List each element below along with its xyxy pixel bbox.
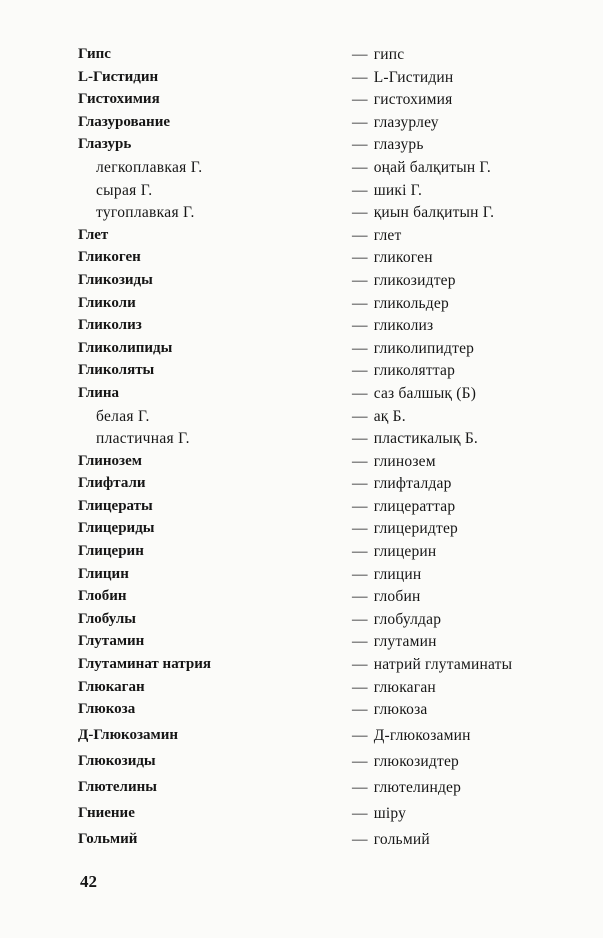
entry-row <box>0 247 603 270</box>
translation <box>352 136 424 154</box>
subterm-text: пластичная Г. <box>96 430 190 448</box>
entry-row <box>0 89 603 112</box>
translation-text: гольмий <box>373 831 430 849</box>
translation-text: глицерин <box>373 543 437 561</box>
translation-text: глицераттар <box>373 497 456 515</box>
entry-row <box>0 202 603 225</box>
entry-row <box>0 360 603 383</box>
entry-row <box>0 157 603 180</box>
entry-row <box>0 451 603 474</box>
translation <box>352 831 430 849</box>
term-text: Глет <box>78 226 109 243</box>
term-text: Гликоляты <box>78 362 155 379</box>
entry-row <box>0 270 603 293</box>
entry-row <box>0 428 603 451</box>
entry-row <box>0 564 603 587</box>
em-dash: — <box>352 46 368 63</box>
translation <box>352 408 406 426</box>
em-dash: — <box>352 678 368 696</box>
translation <box>352 46 404 64</box>
em-dash: — <box>352 656 368 674</box>
term-text: Глифтали <box>78 475 146 492</box>
term-text: Глазурование <box>78 113 170 130</box>
term-text: Гликоли <box>78 294 136 311</box>
em-dash: — <box>352 565 368 583</box>
translation-text: глазурлеу <box>373 113 439 131</box>
translation <box>352 317 433 335</box>
translation <box>352 453 436 471</box>
translation <box>352 679 436 697</box>
entry-row <box>0 496 603 519</box>
em-dash: — <box>352 181 368 199</box>
term-text: Гистохимия <box>78 91 160 108</box>
translation-text: глифталдар <box>373 475 452 493</box>
entry-row <box>0 315 603 338</box>
translation-text: ақ Б. <box>373 407 406 425</box>
translation-text: пластикалық Б. <box>373 430 479 448</box>
term-text: Глицерин <box>78 543 144 560</box>
term-text: Глазурь <box>78 136 132 153</box>
translation-text: Д-глюкозамин <box>373 727 471 745</box>
translation-text: гликоляттар <box>373 362 456 380</box>
em-dash: — <box>352 543 368 561</box>
translation-text: шіру <box>373 805 407 823</box>
translation-text: глюкоза <box>373 701 428 719</box>
translation-text: гликольдер <box>373 294 449 312</box>
translation <box>352 159 491 177</box>
translation <box>352 656 512 674</box>
translation-text: глет <box>373 226 402 244</box>
term-text: Глюкаган <box>78 678 145 695</box>
translation <box>352 385 476 403</box>
term-text: Глутаминат натрия <box>78 656 211 673</box>
entry-row <box>0 134 603 157</box>
translation <box>352 805 406 823</box>
entry-row <box>0 180 603 203</box>
translation-text: глюкозидтер <box>373 753 459 771</box>
translation-text: саз балшық (Б) <box>373 384 477 402</box>
term-text: Глина <box>78 384 120 401</box>
term-text: Глобин <box>78 588 127 605</box>
em-dash: — <box>352 136 368 154</box>
translation-text: натрий глутаминаты <box>373 656 513 674</box>
term-text: Д-Глюкозамин <box>78 727 179 744</box>
em-dash: — <box>352 753 368 771</box>
entry-row <box>0 293 603 316</box>
page-number: 42 <box>80 872 97 891</box>
translation-text: гипс <box>373 46 405 63</box>
translation-text: глицин <box>373 565 422 583</box>
translation-text: глобин <box>373 588 421 606</box>
em-dash: — <box>352 610 368 628</box>
translation <box>352 227 401 245</box>
translation <box>352 362 455 380</box>
entry-row <box>0 541 603 564</box>
translation-text: глицеридтер <box>373 520 459 538</box>
translation <box>352 566 421 584</box>
translation-text: гликолиз <box>373 317 434 335</box>
term-text: Гликолиз <box>78 317 142 334</box>
translation <box>352 340 474 358</box>
em-dash: — <box>352 271 368 289</box>
translation-text: қиын балқитын Г. <box>373 204 495 222</box>
translation-text: L-Гистидин <box>373 68 454 86</box>
em-dash: — <box>352 226 368 244</box>
entry-row <box>0 586 603 609</box>
translation <box>352 114 439 132</box>
entry-row <box>0 725 603 751</box>
translation <box>352 753 459 771</box>
entry-row <box>0 44 603 67</box>
translation <box>352 295 449 313</box>
entry-row <box>0 518 603 541</box>
em-dash: — <box>352 701 368 719</box>
translation <box>352 727 471 745</box>
translation <box>352 182 422 200</box>
em-dash: — <box>352 831 368 849</box>
em-dash: — <box>352 633 368 651</box>
translation <box>352 91 452 109</box>
translation-text: гистохимия <box>373 91 453 109</box>
em-dash: — <box>352 68 368 86</box>
em-dash: — <box>352 384 368 402</box>
translation <box>352 69 453 87</box>
em-dash: — <box>352 317 368 335</box>
entry-row <box>0 699 603 725</box>
translation <box>352 633 437 651</box>
translation <box>352 520 458 538</box>
translation <box>352 249 433 267</box>
em-dash: — <box>352 249 368 267</box>
entry-row <box>0 677 603 700</box>
term-text: Гипс <box>78 46 111 62</box>
subterm-text: сырая Г. <box>96 181 153 199</box>
term-text: L-Гистидин <box>78 68 159 85</box>
entry-row <box>0 609 603 632</box>
translation-text: гликозидтер <box>373 271 456 289</box>
term-text: Гликозиды <box>78 271 153 288</box>
term-text: Глютелины <box>78 779 157 796</box>
em-dash: — <box>352 430 368 448</box>
em-dash: — <box>352 475 368 493</box>
term-text: Глинозем <box>78 452 142 469</box>
entry-row <box>0 225 603 248</box>
translation <box>352 779 461 797</box>
term-text: Гликолипиды <box>78 339 173 356</box>
translation-text: гликоген <box>373 249 433 267</box>
entry-row <box>0 654 603 677</box>
em-dash: — <box>352 407 368 425</box>
term-text: Глюкоза <box>78 701 136 718</box>
translation-text: оңай балқитын Г. <box>373 158 491 176</box>
translation-text: глутамин <box>373 633 437 651</box>
em-dash: — <box>352 158 368 176</box>
translation <box>352 430 478 448</box>
em-dash: — <box>352 204 368 222</box>
entry-row <box>0 631 603 654</box>
term-text: Глицериды <box>78 520 155 537</box>
entry-row <box>0 829 603 855</box>
em-dash: — <box>352 362 368 380</box>
translation-text: шикі Г. <box>373 181 423 199</box>
translation <box>352 611 441 629</box>
translation-text: гликолипидтер <box>373 339 475 357</box>
em-dash: — <box>352 727 368 745</box>
subterm-text: белая Г. <box>96 407 150 425</box>
em-dash: — <box>352 452 368 470</box>
term-text: Глутамин <box>78 633 145 650</box>
em-dash: — <box>352 91 368 109</box>
em-dash: — <box>352 805 368 823</box>
em-dash: — <box>352 339 368 357</box>
translation <box>352 475 452 493</box>
entry-row <box>0 338 603 361</box>
entry-row <box>0 112 603 135</box>
term-text: Глицераты <box>78 497 153 514</box>
translation <box>352 498 455 516</box>
subterm-text: легкоплавкая Г. <box>96 158 203 176</box>
translation-text: глобулдар <box>373 610 442 628</box>
term-text: Глобулы <box>78 610 136 627</box>
term-text: Глюкозиды <box>78 753 156 770</box>
entry-row <box>0 473 603 496</box>
term-text: Гниение <box>78 805 135 822</box>
em-dash: — <box>352 520 368 538</box>
em-dash: — <box>352 113 368 131</box>
translation <box>352 588 420 606</box>
em-dash: — <box>352 588 368 606</box>
translation-text: глютелиндер <box>373 779 462 797</box>
translation <box>352 543 436 561</box>
em-dash: — <box>352 294 368 312</box>
entry-row <box>0 751 603 777</box>
entry-row <box>0 406 603 429</box>
translation-text: глазурь <box>373 136 424 154</box>
translation-text: глинозем <box>373 452 436 470</box>
entry-row <box>0 67 603 90</box>
em-dash: — <box>352 779 368 797</box>
translation <box>352 272 456 290</box>
entry-row <box>0 383 603 406</box>
translation <box>352 701 427 719</box>
term-text: Глицин <box>78 565 129 582</box>
entry-list <box>0 44 603 855</box>
term-text: Гликоген <box>78 249 141 266</box>
subterm-text: тугоплавкая Г. <box>96 204 195 222</box>
entry-row <box>0 803 603 829</box>
translation <box>352 204 494 222</box>
term-text: Гольмий <box>78 831 138 848</box>
translation-text: глюкаган <box>373 678 436 696</box>
entry-row <box>0 777 603 803</box>
em-dash: — <box>352 497 368 515</box>
